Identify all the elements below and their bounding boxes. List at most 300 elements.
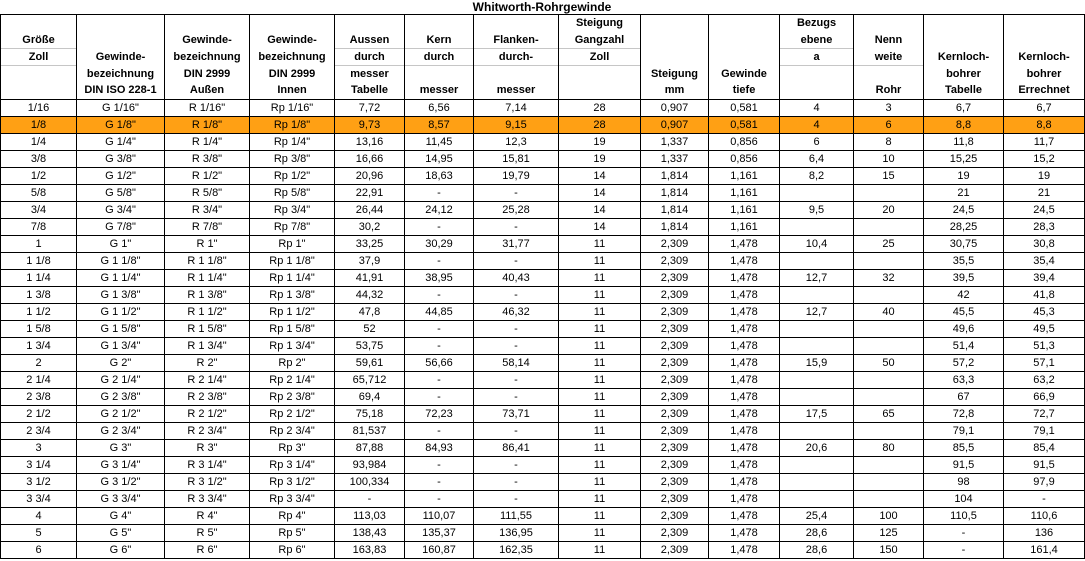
table-cell: 9,5: [780, 202, 854, 219]
table-row: [1, 525, 1085, 542]
header-gridline: [474, 65, 558, 66]
table-cell: 1: [1, 236, 77, 253]
table-cell: 110,5: [924, 508, 1004, 525]
table-cell: -: [474, 185, 559, 202]
table-cell: 150: [854, 542, 924, 559]
table-cell: 49,6: [924, 321, 1004, 338]
table-cell: 135,37: [405, 525, 474, 542]
table-cell: 2 3/4: [1, 423, 77, 440]
table-cell: 32: [854, 270, 924, 287]
table-cell: 136,95: [474, 525, 559, 542]
table-cell: 20: [854, 202, 924, 219]
header-line: DIN 2999: [183, 68, 231, 80]
table-cell: 11: [559, 508, 641, 525]
table-cell: 113,03: [335, 508, 405, 525]
table-cell: R 3 1/2": [165, 474, 250, 491]
table-cell: 35,4: [1004, 253, 1085, 270]
table-cell: 50: [854, 355, 924, 372]
table-cell: 66,9: [1004, 389, 1085, 406]
table-cell: 98: [924, 474, 1004, 491]
table-cell: [854, 321, 924, 338]
table-cell: 2,309: [641, 508, 709, 525]
table-cell: 25: [854, 236, 924, 253]
table-cell: 7,14: [474, 100, 559, 117]
table-cell: 5/8: [1, 185, 77, 202]
table-cell: Rp 1/8": [250, 117, 335, 134]
table-cell: 3 3/4: [1, 491, 77, 508]
table-cell: Rp 5/8": [250, 185, 335, 202]
table-cell: [854, 287, 924, 304]
table-cell: R 1/8": [165, 117, 250, 134]
table-cell: -: [924, 542, 1004, 559]
table-cell: 1,814: [641, 185, 709, 202]
table-cell: 1,478: [709, 321, 780, 338]
table-cell: [854, 372, 924, 389]
col-header-din-2999-aussen: [165, 15, 250, 100]
table-cell: 21: [924, 185, 1004, 202]
table-cell: 100,334: [335, 474, 405, 491]
table-cell: 6,4: [780, 151, 854, 168]
header-line: DIN ISO 228-1: [84, 84, 157, 96]
table-cell: R 1/2": [165, 168, 250, 185]
table-cell: Rp 1/16": [250, 100, 335, 117]
table-cell: [854, 474, 924, 491]
table-cell: Rp 1 3/4": [250, 338, 335, 355]
table-cell: 1,478: [709, 389, 780, 406]
table-cell: 73,71: [474, 406, 559, 423]
header-line: Innen: [277, 84, 307, 96]
table-cell: 39,5: [924, 270, 1004, 287]
table-cell: 2,309: [641, 457, 709, 474]
table-cell: -: [405, 219, 474, 236]
table-cell: 11: [559, 338, 641, 355]
table-cell: G 2 3/4": [77, 423, 165, 440]
table-cell: 6: [780, 134, 854, 151]
table-cell: [854, 389, 924, 406]
table-cell: [780, 474, 854, 491]
table-cell: 1 3/4: [1, 338, 77, 355]
header-gridline: [405, 48, 473, 49]
table-cell: R 2": [165, 355, 250, 372]
table-cell: 40: [854, 304, 924, 321]
table-cell: [780, 219, 854, 236]
header-line: Größe: [22, 34, 55, 46]
header-line: bezeichnung: [86, 68, 155, 80]
table-cell: 81,537: [335, 423, 405, 440]
table-cell: 41,91: [335, 270, 405, 287]
table-cell: 51,3: [1004, 338, 1085, 355]
table-cell: 1,478: [709, 508, 780, 525]
table-cell: 1,161: [709, 202, 780, 219]
table-cell: 52: [335, 321, 405, 338]
whitworth-thread-table: [0, 14, 1085, 559]
table-cell: 24,5: [1004, 202, 1085, 219]
table-cell: 21: [1004, 185, 1085, 202]
table-cell: R 1 5/8": [165, 321, 250, 338]
header-line: Tabelle: [350, 84, 389, 96]
table-cell: 37,9: [335, 253, 405, 270]
table-row: [1, 236, 1085, 253]
table-cell: 42: [924, 287, 1004, 304]
table-cell: 163,83: [335, 542, 405, 559]
header-line: Kernloch-: [937, 51, 990, 63]
table-cell: 1,478: [709, 253, 780, 270]
table-cell: 91,5: [924, 457, 1004, 474]
table-cell: 104: [924, 491, 1004, 508]
header-line: Zoll: [28, 51, 49, 63]
header-line: Kernloch-: [1018, 51, 1070, 63]
table-cell: [780, 185, 854, 202]
table-cell: G 1/4": [77, 134, 165, 151]
table-cell: R 3 1/4": [165, 457, 250, 474]
table-cell: [780, 457, 854, 474]
header-line: Gewinde-: [267, 34, 317, 46]
table-cell: 1/2: [1, 168, 77, 185]
table-cell: 45,5: [924, 304, 1004, 321]
table-cell: 20,6: [780, 440, 854, 457]
table-cell: 11,45: [405, 134, 474, 151]
table-cell: 1,478: [709, 491, 780, 508]
table-cell: 3: [854, 100, 924, 117]
header-line: a: [813, 51, 820, 63]
table-row: [1, 406, 1085, 423]
table-cell: 24,5: [924, 202, 1004, 219]
table-cell: [780, 423, 854, 440]
table-cell: 11: [559, 406, 641, 423]
table-cell: Rp 3/8": [250, 151, 335, 168]
col-header-aussendurchmesser: [335, 15, 405, 100]
table-cell: [780, 338, 854, 355]
table-row: [1, 372, 1085, 389]
col-header-bezugsebene: [780, 15, 854, 100]
table-cell: 1 1/4: [1, 270, 77, 287]
table-cell: Rp 6": [250, 542, 335, 559]
table-cell: 0,581: [709, 100, 780, 117]
table-cell: G 2": [77, 355, 165, 372]
table-cell: Rp 3": [250, 440, 335, 457]
table-cell: 13,16: [335, 134, 405, 151]
table-row: [1, 287, 1085, 304]
table-cell: [854, 185, 924, 202]
table-row: [1, 457, 1085, 474]
table-cell: 2: [1, 355, 77, 372]
table-cell: -: [474, 389, 559, 406]
table-cell: 6,7: [1004, 100, 1085, 117]
header-line: ebene: [800, 34, 833, 46]
table-cell: -: [474, 372, 559, 389]
header-line: messer: [419, 84, 459, 96]
table-cell: 9,73: [335, 117, 405, 134]
header-line: Steigung: [650, 68, 699, 80]
table-cell: -: [474, 491, 559, 508]
table-cell: 16,66: [335, 151, 405, 168]
table-cell: Rp 1 1/2": [250, 304, 335, 321]
header-line: bohrer: [946, 68, 981, 80]
table-cell: 31,77: [474, 236, 559, 253]
table-cell: 15,81: [474, 151, 559, 168]
table-cell: -: [405, 338, 474, 355]
table-cell: 15: [854, 168, 924, 185]
table-cell: 49,5: [1004, 321, 1085, 338]
table-cell: G 3 1/4": [77, 457, 165, 474]
table-cell: 28,6: [780, 525, 854, 542]
table-row: [1, 202, 1085, 219]
table-cell: 2,309: [641, 372, 709, 389]
table-cell: 2,309: [641, 287, 709, 304]
table-cell: 53,75: [335, 338, 405, 355]
table-cell: G 6": [77, 542, 165, 559]
table-cell: R 6": [165, 542, 250, 559]
table-cell: G 1": [77, 236, 165, 253]
table-cell: 11,8: [924, 134, 1004, 151]
table-cell: Rp 1 1/8": [250, 253, 335, 270]
table-cell: [780, 287, 854, 304]
table-cell: 1,478: [709, 355, 780, 372]
table-cell: -: [405, 389, 474, 406]
table-cell: [854, 457, 924, 474]
header-gridline: [780, 48, 853, 49]
table-cell: 8,8: [924, 117, 1004, 134]
table-cell: 11: [559, 389, 641, 406]
table-cell: [854, 491, 924, 508]
table-row: [1, 542, 1085, 559]
table-row: [1, 338, 1085, 355]
header-line: Bezugs: [796, 17, 837, 29]
table-cell: R 4": [165, 508, 250, 525]
header-line: Errechnet: [1018, 84, 1070, 96]
table-cell: 2,309: [641, 474, 709, 491]
table-cell: 3 1/4: [1, 457, 77, 474]
table-cell: 2,309: [641, 423, 709, 440]
table-cell: 2,309: [641, 253, 709, 270]
table-row: [1, 134, 1085, 151]
table-cell: -: [474, 219, 559, 236]
table-cell: 1,478: [709, 236, 780, 253]
table-cell: R 1": [165, 236, 250, 253]
table-cell: 80: [854, 440, 924, 457]
table-cell: Rp 1 5/8": [250, 321, 335, 338]
col-header-steigung-gangzahl: [559, 15, 641, 100]
table-cell: 12,7: [780, 270, 854, 287]
table-cell: 19: [1004, 168, 1085, 185]
table-cell: 24,12: [405, 202, 474, 219]
table-cell: G 1 3/8": [77, 287, 165, 304]
table-row: [1, 168, 1085, 185]
table-cell: Rp 3/4": [250, 202, 335, 219]
table-cell: G 3/8": [77, 151, 165, 168]
table-cell: -: [474, 287, 559, 304]
table-cell: 1/4: [1, 134, 77, 151]
table-cell: 2 3/8: [1, 389, 77, 406]
table-cell: 14,95: [405, 151, 474, 168]
table-cell: 63,3: [924, 372, 1004, 389]
table-cell: 0,907: [641, 117, 709, 134]
table-cell: 14: [559, 185, 641, 202]
table-cell: 85,4: [1004, 440, 1085, 457]
table-cell: [854, 338, 924, 355]
col-header-kerndurchmesser: [405, 15, 474, 100]
table-cell: 11: [559, 491, 641, 508]
table-cell: 45,3: [1004, 304, 1085, 321]
header-gridline: [780, 65, 853, 66]
table-cell: 57,1: [1004, 355, 1085, 372]
table-cell: 110,07: [405, 508, 474, 525]
header-line: Steigung: [575, 17, 624, 29]
table-cell: 79,1: [924, 423, 1004, 440]
table-cell: 11: [559, 542, 641, 559]
table-cell: 162,35: [474, 542, 559, 559]
table-cell: 0,907: [641, 100, 709, 117]
table-row: [1, 151, 1085, 168]
table-cell: 8,57: [405, 117, 474, 134]
table-cell: Rp 2 1/2": [250, 406, 335, 423]
table-cell: R 3/8": [165, 151, 250, 168]
table-cell: G 3 3/4": [77, 491, 165, 508]
table-cell: -: [405, 321, 474, 338]
table-cell: 11: [559, 236, 641, 253]
table-cell: 56,66: [405, 355, 474, 372]
table-cell: 3/8: [1, 151, 77, 168]
table-cell: 1 3/8: [1, 287, 77, 304]
header-line: mm: [664, 84, 685, 96]
table-cell: 14: [559, 219, 641, 236]
table-cell: 1 1/8: [1, 253, 77, 270]
table-cell: R 1 1/8": [165, 253, 250, 270]
table-cell: G 3/4": [77, 202, 165, 219]
table-cell: 72,8: [924, 406, 1004, 423]
table-cell: Rp 1/4": [250, 134, 335, 151]
table-cell: 11: [559, 372, 641, 389]
table-cell: 1,814: [641, 202, 709, 219]
table-cell: 1,814: [641, 219, 709, 236]
table-body: [1, 100, 1085, 559]
table-cell: Rp 4": [250, 508, 335, 525]
table-cell: 136: [1004, 525, 1085, 542]
table-cell: [780, 491, 854, 508]
table-cell: 30,2: [335, 219, 405, 236]
table-cell: 25,28: [474, 202, 559, 219]
col-header-gewindetiefe: [709, 15, 780, 100]
table-cell: 14: [559, 168, 641, 185]
table-cell: 2,309: [641, 389, 709, 406]
header-line: Flanken-: [493, 34, 539, 46]
table-cell: 11: [559, 457, 641, 474]
header-line: Aussen: [349, 34, 390, 46]
table-cell: G 7/8": [77, 219, 165, 236]
table-cell: 11: [559, 423, 641, 440]
table-cell: 1,478: [709, 270, 780, 287]
header-line: weite: [874, 51, 903, 63]
table-cell: 11: [559, 321, 641, 338]
header-gridline: [405, 65, 473, 66]
table-cell: 84,93: [405, 440, 474, 457]
table-cell: 65,712: [335, 372, 405, 389]
table-cell: 12,7: [780, 304, 854, 321]
table-cell: 1,478: [709, 525, 780, 542]
table-cell: 1,478: [709, 423, 780, 440]
table-cell: 11: [559, 304, 641, 321]
table-cell: 1 5/8: [1, 321, 77, 338]
table-cell: [854, 253, 924, 270]
table-cell: 11: [559, 287, 641, 304]
table-cell: 91,5: [1004, 457, 1085, 474]
table-cell: 0,856: [709, 134, 780, 151]
header-line: durch: [423, 51, 455, 63]
table-cell: 1 1/2: [1, 304, 77, 321]
table-cell: -: [405, 253, 474, 270]
table-cell: 59,61: [335, 355, 405, 372]
table-cell: R 1/16": [165, 100, 250, 117]
table-cell: Rp 2 3/8": [250, 389, 335, 406]
table-cell: G 1/2": [77, 168, 165, 185]
table-cell: 38,95: [405, 270, 474, 287]
header-gridline: [1, 65, 76, 66]
table-cell: 28: [559, 100, 641, 117]
table-cell: 8,8: [1004, 117, 1085, 134]
table-cell: R 3/4": [165, 202, 250, 219]
table-row: [1, 440, 1085, 457]
table-row: [1, 219, 1085, 236]
table-cell: G 2 3/8": [77, 389, 165, 406]
table-cell: 2,309: [641, 491, 709, 508]
table-cell: 57,2: [924, 355, 1004, 372]
table-cell: 1,337: [641, 134, 709, 151]
header-line: durch-: [498, 51, 534, 63]
table-cell: 125: [854, 525, 924, 542]
table-cell: 160,87: [405, 542, 474, 559]
table-cell: 58,14: [474, 355, 559, 372]
col-header-nennweite: [854, 15, 924, 100]
table-cell: 1,478: [709, 406, 780, 423]
table-cell: Rp 3 1/2": [250, 474, 335, 491]
table-cell: Rp 7/8": [250, 219, 335, 236]
table-cell: 69,4: [335, 389, 405, 406]
table-cell: 72,7: [1004, 406, 1085, 423]
table-cell: 28: [559, 117, 641, 134]
table-cell: R 7/8": [165, 219, 250, 236]
table-cell: 1,478: [709, 440, 780, 457]
header-line: Gewinde-: [182, 34, 232, 46]
header-line: Zoll: [589, 51, 610, 63]
table-cell: 2,309: [641, 338, 709, 355]
header-line: Gangzahl: [574, 34, 625, 46]
table-cell: 1,478: [709, 372, 780, 389]
table-cell: 2,309: [641, 355, 709, 372]
table-cell: G 1/16": [77, 100, 165, 117]
table-cell: -: [924, 525, 1004, 542]
table-cell: -: [474, 338, 559, 355]
table-cell: 19,79: [474, 168, 559, 185]
table-cell: -: [474, 457, 559, 474]
table-cell: 14: [559, 202, 641, 219]
table-cell: 44,32: [335, 287, 405, 304]
table-row: [1, 100, 1085, 117]
header-line: bohrer: [1026, 68, 1062, 80]
table-cell: 51,4: [924, 338, 1004, 355]
table-cell: Rp 3 1/4": [250, 457, 335, 474]
table-cell: 25,4: [780, 508, 854, 525]
table-cell: 6: [1, 542, 77, 559]
table-cell: 1,337: [641, 151, 709, 168]
table-cell: 2,309: [641, 270, 709, 287]
table-cell: 11: [559, 525, 641, 542]
table-cell: 97,9: [1004, 474, 1085, 491]
header-line: Außen: [189, 84, 225, 96]
table-cell: 8: [854, 134, 924, 151]
col-header-steigung-mm: [641, 15, 709, 100]
table-row: [1, 185, 1085, 202]
table-cell: 110,6: [1004, 508, 1085, 525]
